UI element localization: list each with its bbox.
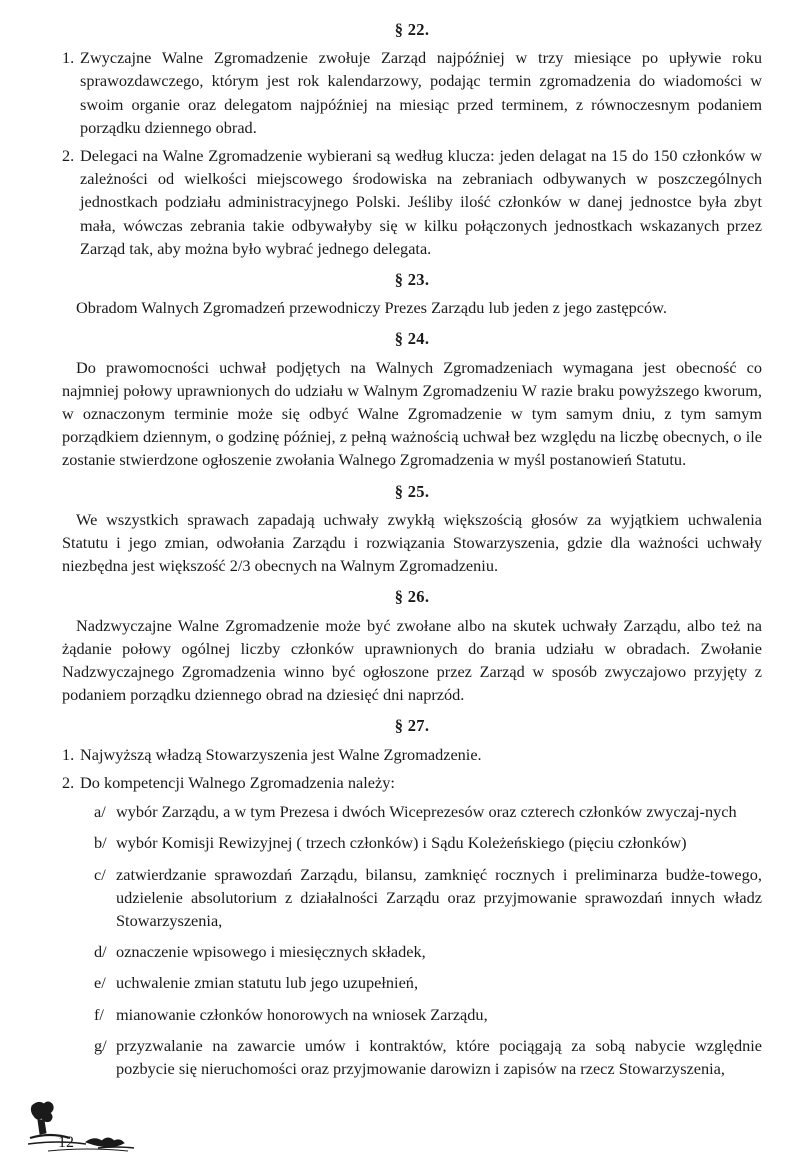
sublist-item bbox=[80, 863, 762, 933]
page-number: 12 bbox=[58, 1134, 74, 1151]
sublist-item bbox=[80, 940, 762, 963]
section-23-paragraph: Obradom Walnych Zgromadzeń przewodniczy Prezes Zarządu lub jeden z jego zastępców. bbox=[76, 298, 667, 318]
sublist-item-letter: c/ bbox=[94, 864, 106, 884]
section-24-paragraph: Do prawomocności uchwał podjętych na Walnych Zgromadzeniach wymagana jest obecność co najmniej połowy uprawnionych do udziału w Walnym Zgromadzeniu W razie braku powyższego kworum, w oznaczonym terminie może się odbyć Walne Zgromadzenie w tym samym dniu, z tym samym porządkiem dziennym, o godzinę później, z pełną ważnością uchwał bez względu na liczbę obecnych, o ile zostanie stwierdzone ogłoszenie zwołania Walnego Zgromadzenia w myśl postanowień Statutu. bbox=[62, 357, 762, 470]
section-heading-24: § 24. bbox=[394, 329, 430, 349]
section-heading-23: § 23. bbox=[394, 270, 430, 290]
sublist-item-text: uchwalenie zmian statutu lub jego uzupełnień, bbox=[116, 973, 419, 993]
sublist-item-text: przyzwalanie na zawarcie umów i kontraktów, które pociągają za sobą nabycie względnie pozbycie się nieruchomości oraz przyjmowanie darowizn i zapisów na rzecz Stowarzyszenia, bbox=[116, 1035, 762, 1078]
list-item bbox=[62, 46, 762, 139]
list-item-number: 2. bbox=[62, 146, 75, 166]
section-22-list bbox=[62, 46, 762, 260]
sublist-item bbox=[80, 971, 762, 994]
list-item-text: Zwyczajne Walne Zgromadzenie zwołuje Zarząd najpóźniej w trzy miesiące po upływie roku sprawozdawczego, którym jest rok kalendarzowy, podając termin zgromadzenia do wiadomości w swoim organie oraz delegatom najpóźniej na miesiąc przed terminem, z równoczesnym podaniem porządku dziennego obrad. bbox=[80, 48, 762, 137]
list-item-number: 2. bbox=[62, 772, 75, 792]
sublist-item bbox=[80, 1034, 762, 1080]
list-item-text: Najwyższą władzą Stowarzyszenia jest Walne Zgromadzenie. bbox=[80, 744, 482, 764]
list-item bbox=[62, 743, 762, 766]
section-heading-27: § 27. bbox=[394, 716, 430, 736]
list-item-number: 1. bbox=[62, 48, 75, 68]
sublist-item-text: wybór Komisji Rewizyjnej ( trzech członków) i Sądu Koleżeńskiego (pięciu członków) bbox=[116, 833, 687, 853]
list-item bbox=[62, 144, 762, 260]
list-item-text: Delegaci na Walne Zgromadzenie wybierani są według klucza: jeden delagat na 15 do 150 członków w zależności od wielkości miejscowego środowiska na zebraniach odbywanych w poszczególnych jednostkach podziału administracyjnego Polski. Jeśliby ilość członków w danej jednostce była zbyt mała, wówczas zebrania takie odbywałyby się w kilku połączonych jednostkach wskazanych przez Zarząd tak, aby można było wybrać jednego delegata. bbox=[80, 146, 762, 258]
sublist-item-text: zatwierdzanie sprawozdań Zarządu, bilansu, zamknięć rocznych i preliminarza budże-towego, udzielenie absolutorium z działalności Zarządu oraz przyjmowanie sprawozdań innych władz Stowarzyszenia, bbox=[116, 864, 762, 930]
sublist-item-letter: d/ bbox=[94, 942, 107, 962]
sublist-item-text: wybór Zarządu, a w tym Prezesa i dwóch Wiceprezesów oraz czterech członków zwyczaj-nych bbox=[116, 802, 737, 822]
sublist-item-letter: g/ bbox=[94, 1035, 107, 1055]
section-heading-25: § 25. bbox=[394, 481, 430, 501]
sublist-item bbox=[80, 1003, 762, 1026]
sublist-item bbox=[80, 831, 762, 854]
section-heading-26: § 26. bbox=[394, 587, 430, 607]
sublist-item-text: mianowanie członków honorowych na wniosek Zarządu, bbox=[116, 1004, 488, 1024]
list-item bbox=[62, 771, 762, 1080]
ship-ornament-icon bbox=[28, 1098, 138, 1156]
list-item-text: Do kompetencji Walnego Zgromadzenia należy: bbox=[80, 772, 395, 792]
page-footer bbox=[28, 1098, 138, 1156]
section-25-paragraph: We wszystkich sprawach zapadają uchwały zwykłą większością głosów za wyjątkiem uchwalenia Statutu i jego zmian, odwołania Zarządu i rozwiązania Stowarzyszenia, gdzie dla ważności uchwały niezbędna jest większość 2/3 obecnych na Walnym Zgromadzeniu. bbox=[62, 509, 762, 576]
section-26-paragraph: Nadzwyczajne Walne Zgromadzenie może być zwołane albo na skutek uchwały Zarządu, albo też na żądanie połowy ogólnej liczby członków uprawnionych do brania udziału w obradach. Zwołanie Nadzwyczajnego Zgromadzenia winno być ogłoszone przez Zarząd w sposób zwyczajowo przyjęty z podaniem porządku dziennego obrad na dziesięć dni naprzód. bbox=[62, 615, 762, 705]
section-27-list bbox=[62, 743, 762, 1080]
list-item-number: 1. bbox=[62, 744, 75, 764]
sublist-item-letter: a/ bbox=[94, 802, 106, 822]
document-body bbox=[62, 18, 762, 1088]
section-heading-22: § 22. bbox=[394, 20, 430, 39]
sublist-item-letter: f/ bbox=[94, 1004, 104, 1024]
sublist-item-letter: b/ bbox=[94, 833, 107, 853]
sublist-item-text: oznaczenie wpisowego i miesięcznych składek, bbox=[116, 942, 426, 962]
competences-sublist bbox=[80, 800, 762, 1080]
sublist-item bbox=[80, 800, 762, 823]
sublist-item-letter: e/ bbox=[94, 973, 106, 993]
